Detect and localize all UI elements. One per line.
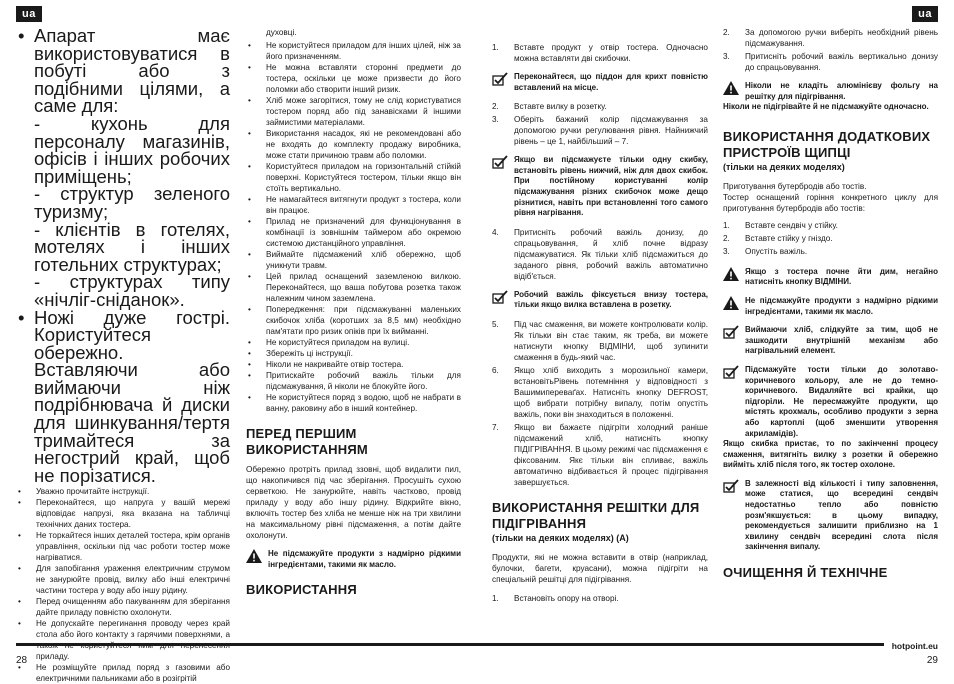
- step-text: Встановіть опору на отворі.: [514, 593, 619, 603]
- list-item-text: Виймайте підсмажений хліб обережно, щоб уникнути травм.: [266, 250, 461, 270]
- column-4: [723, 27, 938, 587]
- grill-steps: [723, 27, 938, 73]
- list-item-text: Не користуйтеся поряд з водою, щоб не набрати в ванну, раковину або в інший контейнер.: [266, 393, 461, 413]
- bullet-mark: •: [248, 349, 251, 358]
- step-text: Опустіть важіль.: [745, 246, 808, 256]
- bullet-mark: •: [248, 41, 251, 50]
- heading-grill-sub: (тільки на деяких моделях) (A): [492, 532, 629, 543]
- bullet-mark: •: [248, 338, 251, 347]
- heading-before-first-use: ПЕРЕД ПЕРШИМ ВИКОРИСТАННЯМ: [246, 426, 368, 457]
- tongs-steps: [723, 220, 938, 257]
- step-text: Вставте стійку у гніздо.: [745, 233, 833, 243]
- list-item-text: Уважно прочитайте інструкції.: [36, 487, 150, 497]
- bullet-mark: •: [18, 597, 21, 607]
- safety-small-list: [16, 486, 230, 684]
- note-check-icon: [492, 290, 508, 304]
- bullet-mark: •: [248, 129, 251, 138]
- list-item: [16, 596, 230, 618]
- numbered-step: [492, 101, 708, 112]
- footer-rule: [16, 643, 938, 646]
- steps-4: [492, 319, 708, 488]
- step-text: Оберіть бажаний колір підсмажування за допомогою ручки регулювання рівня. Найнижчий рівень – це 1, найбільший – 7.: [514, 115, 708, 147]
- step-text: За допомогою ручки виберіть необхідний рівень підсмажування.: [745, 28, 938, 48]
- bullet-mark: •: [18, 564, 21, 574]
- bullet-mark: •: [248, 360, 251, 369]
- warning-foil-extra: Ніколи не підігрівайте й не підсмажуйте одночасно.: [723, 102, 929, 112]
- warning-icon: [246, 549, 262, 563]
- note-browning: Підсмажуйте тости тільки до золотаво-коричневого кольору, але не до темно-коричневого. Видаляйте всі крайки, що підгоріли. Не пересмажуйте продукти, що містять крохмаль, особливо продукти з зерна або картоплі (щоб зменшити утворення акриламідів).: [723, 365, 938, 439]
- large-list-text: Апарат має використовуватися в побуті або з подібними цілями, а саме для:: [34, 25, 230, 117]
- large-list-text: - кухонь для персоналу магазинів, офісів і інших робочих приміщень;: [34, 112, 230, 187]
- numbered-step: [492, 593, 708, 604]
- list-item: [16, 563, 230, 596]
- note-one-slice: Якщо ви підсмажуєте тільки одну скибку, встановіть рівень нижчий, ніж для двох скибок. При постійному користуванні колір підсмажування різних скибочок може дещо різнитися, навіть при встановленні того самого рівня нагрівання.: [492, 155, 708, 219]
- step-number: 3.: [723, 246, 730, 256]
- heading-tongs-sub: (тільки на деяких моделях): [723, 161, 845, 172]
- large-list-item: [16, 273, 230, 308]
- language-tag-left: ua: [16, 6, 42, 22]
- bullet-mark: •: [18, 619, 21, 629]
- note-lever: Робочий важіль фіксується внизу тостера, тільки якщо вилка вставлена в розетку.: [492, 290, 708, 311]
- bullet-mark: •: [248, 393, 251, 402]
- bullet-mark: •: [248, 63, 251, 72]
- numbered-step: [492, 227, 708, 282]
- step-number: 1.: [723, 220, 730, 230]
- page-number-left: 28: [16, 655, 28, 666]
- note-crumb-tray: Переконайтеся, що піддон для крихт повністю вставлений на місце.: [492, 72, 708, 93]
- list-item-text: Прилад не призначений для функціонування в комбінації із зовнішнім таймером або окремою системою дистанційного управління.: [266, 217, 461, 248]
- list-item-text: Збережіть ці інструкції.: [266, 349, 353, 358]
- tongs-text-2: Тостер оснащений горіння конкретного циклу для приготування бутербродів або тостів:: [723, 192, 938, 213]
- brand-label: hotpoint.eu: [884, 640, 938, 652]
- list-item-text: Користуйтеся приладом на горизонтальній стійкій поверхні. Користуйтеся тостером, тільки якщо він стоїть вертикально.: [266, 162, 461, 193]
- bullet-mark: •: [248, 217, 251, 226]
- warning-icon: [723, 296, 739, 310]
- large-list-item: [16, 112, 230, 187]
- bullet-mark: •: [248, 195, 251, 204]
- list-item: [246, 40, 461, 62]
- column-1: [16, 27, 230, 684]
- list-item: [246, 249, 461, 271]
- step-number: 3.: [492, 115, 499, 125]
- large-list-item: [16, 185, 230, 220]
- language-tag-right: ua: [912, 6, 938, 22]
- bullet-mark: •: [248, 272, 251, 281]
- list-item: [16, 618, 230, 662]
- step-number: 1.: [492, 43, 499, 52]
- step-number: 3.: [723, 52, 730, 61]
- steps-2: [492, 101, 708, 147]
- list-item: [246, 161, 461, 194]
- warning-liquid-2: Не підсмажуйте продукти з надмірно рідкими інгредієнтами, такими як масло.: [723, 296, 938, 317]
- list-item-text: Попередження: при підсмажуванні маленьких скибочок хліба (коротших за 8,5 мм) необхідно пам'ятати про ризик опіків при їх вийманні.: [266, 305, 461, 336]
- bullet-mark: •: [18, 487, 21, 497]
- heading-cleaning: ОЧИЩЕННЯ Й ТЕХНІЧНЕ: [723, 565, 888, 581]
- step-number: 6.: [492, 365, 499, 375]
- list-item-text: Не торкайтеся інших деталей тостера, крім органів управління, оскільки під час роботи тостер може нагріватися.: [36, 531, 230, 563]
- list-item-text: Не намагайтеся витягнути продукт з тостера, коли він працює.: [266, 195, 461, 215]
- step-text: Вставте продукт у отвір тостера. Одночасно можна вставляти дві скибочки.: [514, 43, 708, 63]
- numbered-step: [492, 319, 708, 363]
- list-item-text: Перед очищенням або пакуванням для зберігання дайте приладу повністю охолонути.: [36, 597, 230, 618]
- numbered-step: [723, 27, 938, 49]
- list-item: [246, 128, 461, 161]
- list-item: [246, 337, 461, 348]
- large-list-item: [16, 218, 230, 275]
- page-number-right: 29: [926, 655, 938, 666]
- list-item: [246, 271, 461, 304]
- large-list-text: - клієнтів в готелях, мотелях і інших готельних структурах;: [34, 218, 230, 275]
- bullet-mark: •: [18, 25, 25, 46]
- list-item: [16, 497, 230, 530]
- step-text: Під час смаження, ви можете контролювати колір. Як тільки він стає таким, як треба, ви можете натиснути кнопку ВІДМІНИ, щоб зупинити смаження в будь-який час.: [514, 319, 708, 362]
- list-item: [246, 304, 461, 337]
- list-item: [246, 62, 461, 95]
- large-list-text: - структурах типу «нічліг-сніданок».: [34, 271, 230, 310]
- step-number: 5.: [492, 319, 499, 329]
- bullet-mark: •: [248, 250, 251, 259]
- note-check-icon: [723, 365, 739, 379]
- list-item-text: Ніколи не накривайте отвір тостера.: [266, 360, 404, 369]
- list-item-text: Не користуйтеся приладом для інших цілей, ніж за його призначенням.: [266, 41, 461, 61]
- note-check-icon: [723, 479, 739, 493]
- step-text: Вставте сендвіч у стійку.: [745, 220, 838, 230]
- step-text: Притисніть робочий важіль вертикально донизу до спрацьовування.: [745, 52, 938, 72]
- numbered-step: [492, 42, 708, 64]
- safety-small-list-continued: [246, 40, 461, 414]
- list-item: [246, 348, 461, 359]
- note-check-icon: [723, 325, 739, 339]
- step-number: 4.: [492, 227, 499, 237]
- large-list-text: Ножі дуже гострі. Користуйтеся обережно. Вставляючи або виймаючи ніж подрібнювача й диски для шинкування/тертя тримайтеся за негострий край, щоб не порізатися.: [34, 306, 230, 486]
- list-item-text: Використання насадок, які не рекомендовані або не входять до комплекту продажу виробника, може стати причиною травм або поломки.: [266, 129, 461, 160]
- step-text: Притисніть робочий важіль донизу, до спрацьовування, й хліб почне відразу підсмажуватися. Як тільки хліб підсмажиться до заданого рівня, робочий важіль автоматично відіб'ється.: [514, 227, 708, 281]
- numbered-step: [492, 114, 708, 147]
- list-item: [16, 662, 230, 684]
- list-item: [246, 392, 461, 414]
- step-text: Якщо хліб виходить з морозильної камери, встановітьРівень потемніння у відповідності з Вашимипереваґах. Натисніть кнопку DEFROST, щоб вибрати потрібну випалу, потім опустіть важіль, поки він знаходиться в положенні.: [514, 365, 708, 419]
- large-list-text: - структур зеленого туризму;: [34, 183, 230, 222]
- continued-text: духовці.: [266, 28, 297, 37]
- bullet-mark: •: [18, 531, 21, 541]
- list-item: [246, 370, 461, 392]
- list-item: [246, 216, 461, 249]
- steps-1: [492, 42, 708, 64]
- bullet-mark: •: [248, 371, 251, 380]
- numbered-step: [723, 233, 938, 244]
- warning-liquid: Не підсмажуйте продукти з надмірно рідкими інгредієнтами, такими як масло.: [246, 549, 461, 570]
- list-item-text: Переконайтеся, що напруга у вашій мережі відповідає напрузі, яка вказана на табличці технічних даних тостера.: [36, 498, 230, 530]
- list-item: [246, 95, 461, 128]
- numbered-step: [723, 220, 938, 231]
- list-item-text: Не користуйтеся приладом на вулиці.: [266, 338, 410, 347]
- step-text: Вставте вилку в розетку.: [514, 102, 607, 112]
- large-list-item: [16, 306, 230, 486]
- step-number: 7.: [492, 422, 499, 432]
- warning-smoke: Якщо з тостера почне йти дим, негайно натисніть кнопку ВІДМІНИ.: [723, 267, 938, 288]
- warning-foil: Ніколи не кладіть алюмінієву фольгу на решітку для підігрівання.: [723, 81, 938, 102]
- list-item-text: Цей прилад оснащений заземленою вилкою. Переконайтеся, що ваша побутова розетка також належним чином заземлена.: [266, 272, 461, 303]
- step-number: 2.: [492, 102, 499, 112]
- list-item-text: Не розміщуйте прилад поряд з газовими або електричними пальниками або в розігрітій: [36, 663, 230, 684]
- steps-3: [492, 227, 708, 282]
- tongs-text-1: Приготування бутербродів або тостів.: [723, 181, 867, 191]
- step-number: 1.: [492, 593, 499, 603]
- list-item-text: Хліб може загорітися, тому не слід користуватися тостером поряд або під занавісками й іншими займистими матеріалами.: [266, 96, 461, 127]
- bullet-mark: •: [248, 96, 251, 105]
- bullet-mark: •: [18, 498, 21, 508]
- list-item: [246, 359, 461, 370]
- list-item-text: Для запобігання ураження електричним струмом не занурюйте провід, вилку або інші електричні частини тостера у воду або іншу рідину.: [36, 564, 230, 596]
- column-3: [492, 42, 708, 606]
- warning-icon: [723, 81, 739, 95]
- note-browning-extra: Якщо скибка пристає, то по закінченні процесу смаження, витягніть вилку з розетки й обережно вийміть хліб після того, як тостер охолоне.: [723, 439, 938, 470]
- numbered-step: [492, 365, 708, 420]
- list-item-text: Притискайте робочий важіль тільки для підсмажування, й ніколи не блокуйте його.: [266, 371, 461, 391]
- step-number: 2.: [723, 28, 730, 37]
- note-mechanism: Виймаючи хліб, слідкуйте за тим, щоб не зашкодити внутрішній механізм або нагрівальний елемент.: [723, 325, 938, 357]
- note-check-icon: [492, 72, 508, 86]
- heading-grill: ВИКОРИСТАННЯ РЕШІТКИ ДЛЯ ПІДІГРІВАННЯ: [492, 499, 700, 531]
- numbered-step: [723, 246, 938, 257]
- bullet-mark: •: [248, 162, 251, 171]
- list-item-text: Не допускайте перегинання проводу через край стола або його контакту з гарячими поверхнями, а приладу.: [36, 619, 230, 662]
- grill-text: Продукти, які не можна вставити в отвір (наприклад, булочки, багети, круасани), можна підігріти на спеціальній решітці для підігрівання.: [492, 552, 708, 584]
- before-first-use-text: Обережно протріть прилад ззовні, щоб видалити пил, що накопичився під час зберігання. Просушіть сухою серветкою. Не занурюйте, навіть частково, провід приладу у воду або іншу рідину. Відкрийте вікно, включіть тостер без хліба не менше ніж на три хвилини на максимальному рівні підсмаження, а потім дайте охолонути.: [246, 465, 461, 540]
- list-item-text: Не можна вставляти сторонні предмети до тостера, оскільки це може призвести до його поломки або створити інший ризик.: [266, 63, 461, 94]
- bullet-mark: •: [248, 305, 251, 314]
- safety-large-list: [16, 27, 230, 484]
- numbered-step: [492, 422, 708, 488]
- list-item: [16, 486, 230, 497]
- heading-use: ВИКОРИСТАННЯ: [246, 582, 357, 598]
- bullet-mark: •: [18, 306, 25, 328]
- note-check-icon: [492, 155, 508, 169]
- bullet-mark: •: [18, 663, 21, 673]
- large-list-item: [16, 27, 230, 115]
- column-2: [246, 27, 461, 604]
- note-sandwich: В залежності від кількості і типу заповнення, може статися, що всередині сендвіч недостатньо тепло або повністю розм'якшується: в цьому випадку, рекомендується залишити приблизно на 1 хвилину сендвіч всередині слота після закінчення випалу.: [723, 479, 938, 553]
- step-text: Якщо ви бажаєте підігріти холодний раніше підсмажений хліб, натисніть кнопку ПІДІГРІВАННЯ. В цьому режимі час підсмаження є фіксованим. Якє тільки він спливає, важіль автоматично відбивається й процес підігрівання завершується.: [514, 422, 708, 487]
- step-number: 2.: [723, 233, 730, 243]
- warning-icon: [723, 267, 739, 281]
- list-item: [16, 530, 230, 563]
- heading-tongs: ВИКОРИСТАННЯ ДОДАТКОВИХ ПРИСТРОЇВ ЩИПЦІ: [723, 128, 931, 160]
- list-item: [246, 194, 461, 216]
- numbered-step: [723, 51, 938, 73]
- steps-5: [492, 593, 708, 604]
